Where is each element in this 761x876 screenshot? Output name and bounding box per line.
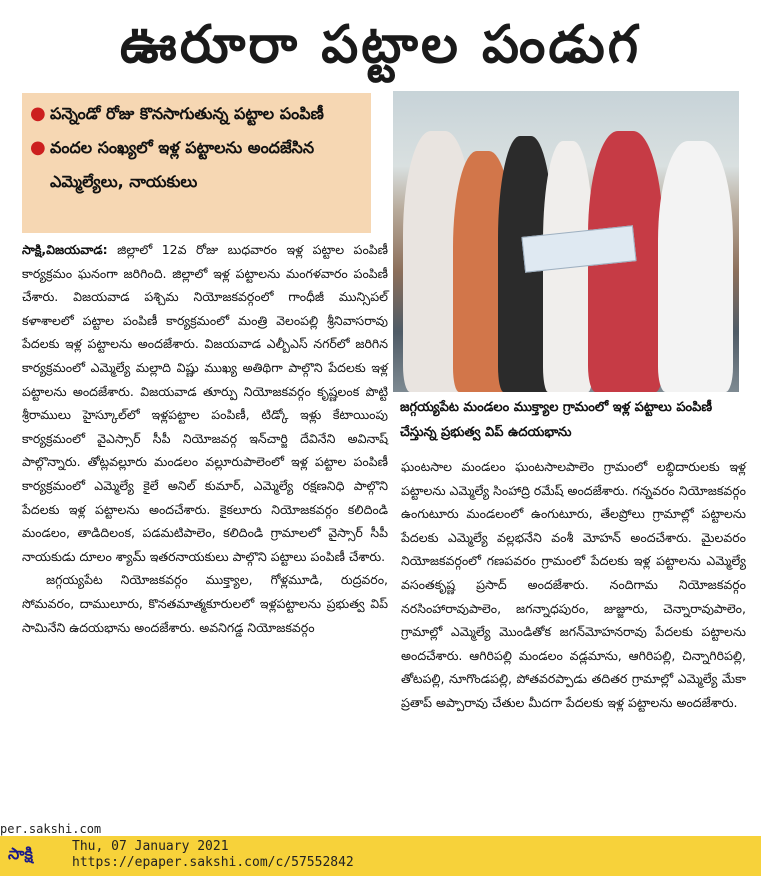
highlights-box <box>22 93 371 233</box>
dateline: సాక్షి,విజయవాడ: <box>22 242 108 257</box>
footer-bar <box>0 836 761 876</box>
bullet-icon: ● <box>30 103 46 124</box>
news-photo <box>393 91 739 392</box>
footer-date: Thu, 07 January 2021 <box>72 839 229 854</box>
url-fragment: per.sakshi.com <box>0 822 102 836</box>
highlight-text: వందల సంఖ్యలో ఇళ్ల పట్టాలను అందజేసిన ఎమ్మెల్యేలు, నాయకులు <box>50 138 315 191</box>
photo-caption: జగ్గయ్యపేట మండలం ముక్త్యాల గ్రామంలో ఇళ్ల పట్టాలు పంపిణీ చేస్తున్న ప్రభుత్వ విప్ ఉదయభాను <box>400 400 713 440</box>
article-column-right <box>401 455 746 715</box>
paragraph-text: ఘంటసాల మండలం ఘంటసాలపాలెం గ్రామంలో లబ్ధిదారులకు ఇళ్ల పట్టాలను ఎమ్మెల్యే సింహాద్రి రమేష్ అందజేశారు. గన్నవరం నియోజకవర్గం ఉంగుటూరు మండలంలో ఉంగుటూరు, తేలప్రోలు గ్రామాల్లో పట్టాలను పేదలకు ఎమ్మెల్యే వల్లభనేని వంశీ మోహన్ అందచేశారు. మైలవరం నియోజకవర్గంలో గణపవరం గ్రామంలో పేదలకు ఇళ్ల పట్టాలను ఎమ్మెల్యే వసంతకృష్ణ ప్రసాద్ అందజేశారు. నందిగామ నియోజకవర్గం నరసింహారావుపాలెం, జగన్నాధపురం, జుజ్జూరు, చెన్నారావుపాలెం, గ్రామాల్లో ఎమ్మెల్యే మొండితోక జగన్‌మోహనరావు పేదలకు పట్టాలను అందచేశారు. ఆగిరిపల్లి మండలం వడ్లమాను, ఆగిరిపల్లి, చిన్నాగిరిపల్లి, తోటపల్లి, నూగొండపల్లి, పోతవరప్పాడు తదితర గ్రామాల్లో ఎమ్మెల్యే మేకా ప్రతాప్ అప్పారావు చేతుల మీదగా పేదలకు ఇళ్ల పట్టాలను అందజేశారు. <box>401 459 747 710</box>
paragraph-text: జగ్గయ్యపేట నియోజకవర్గం ముక్త్యాల, గోళ్లమూడి, రుద్రవరం, సోమవరం, దాములూరు, కొనతమాత్మకూరులలో ఇళ్లపట్టాలను ప్రభుత్వ విప్ సామినేని ఉదయభాను అందజేశారు. అవనిగడ్డ నియోజకవర్గం <box>22 572 388 635</box>
bullet-icon: ● <box>30 137 46 158</box>
highlight-item <box>30 97 363 131</box>
footer-url[interactable]: https://epaper.sakshi.com/c/57552842 <box>72 855 354 870</box>
headline: ఊరూరా పట్టాల పండుగ <box>119 14 642 75</box>
sakshi-logo: సాక్షి <box>8 844 33 863</box>
article-column-left <box>22 238 388 639</box>
paragraph-text: జిల్లాలో 12వ రోజు బుధవారం ఇళ్ల పట్టాల పంపిణీ కార్యక్రమం ఘనంగా జరిగింది. జిల్లాలో ఇళ్ల పట్టాలను మంగళవారం పంపిణీ చేశారు. విజయవాడ పశ్చిమ నియోజకవర్గంలో గాంధీజీ మున్సిపల్ కళాశాలలో పట్టాల పంపిణీ కార్యక్రమంలో మంత్రి వెలంపల్లి శ్రీనివాసరావు పేదలకు ఇళ్ల పట్టాలను అందజేశారు. విజయవాడ ఎల్బీఎస్ నగర్‌లో జరిగిన కార్యక్రమంలో ఎమ్మెల్యే మల్లాది విష్ణు ముఖ్య అతిథిగా పాల్గొని పేదలకు ఇళ్ల పట్టాలను అందజేశారు. విజయవాడ తూర్పు నియోజకవర్గం కృష్ణలంక పొట్టి శ్రీరాములు హైస్కూల్‌లో ఇళ్లపట్టాల పంపిణీ, టిడ్కో ఇళ్లు కేటాయింపు కార్యక్రమంలో వైఎస్సార్ సీపీ నియోజవర్గ ఇన్‌చార్జి దేవినేని అవినాష్ పాల్గొన్నారు. తోట్లవల్లూరు మండలం వల్లూరుపాలెంలో ఇళ్ల పట్టాల పంపిణీ కార్యక్రమంలో ఎమ్మెల్యే కైలే అనిల్ కుమార్, ఎమ్మెల్యే రక్షణనిధి పాల్గొని పేదలకు ఇళ్ల పట్టాలను అందచేశారు. కైకలూరు నియోజకవర్గం కలిదిండి మండలం, తాడిదిలంక, పడమటిపాలెం, కలిదిండి గ్రామాలలో వైస్సార్ సీపీ నాయకుడు దూలం శ్యామ్ ఇతరనాయకులు పాల్గొని పట్టాలు పంపిణీ చేశారు. <box>22 242 388 564</box>
highlight-item <box>30 131 363 199</box>
highlight-text: పన్నెండో రోజు కొనసాగుతున్న పట్టాల పంపిణీ <box>50 104 324 123</box>
article-paragraph <box>22 238 388 568</box>
